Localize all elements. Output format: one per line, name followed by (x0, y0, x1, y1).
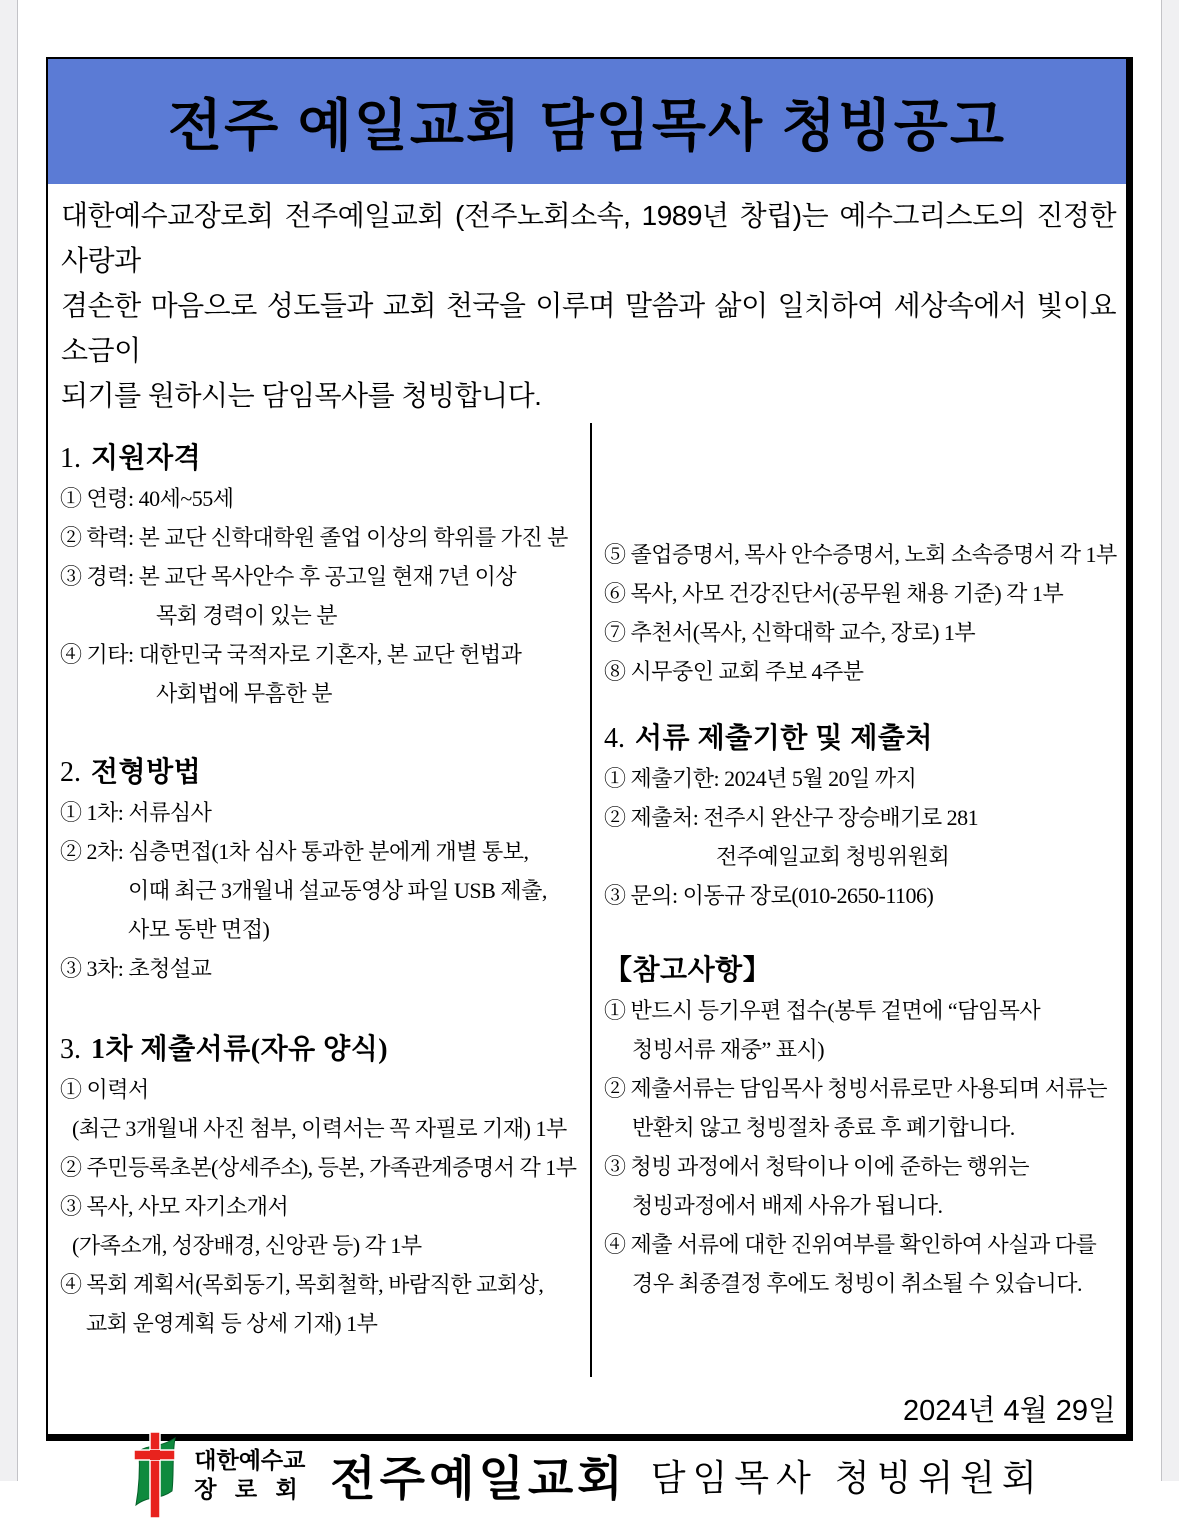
list-item: ① 제출기한: 2024년 5월 20일 까지 (604, 766, 917, 791)
list-item: ③ 문의: 이동규 장로(010-2650-1106) (604, 883, 934, 908)
section-heading (60, 439, 586, 479)
list-item: ① 이력서 (60, 1077, 149, 1102)
section-submission (604, 719, 1122, 915)
list-item-continuation: (가족소개, 성장배경, 신앙관 등) 각 1부 (72, 1233, 422, 1258)
page-edge-right (1161, 0, 1179, 1481)
two-column-body (48, 423, 1126, 1377)
list-item-continuation: (최근 3개월내 사진 첨부, 이력서는 꼭 자필로 기재) 1부 (72, 1116, 567, 1141)
list-item-continuation: 교회 운영계획 등 상세 기재) 1부 (86, 1311, 378, 1336)
intro-line: 겸손한 마음으로 성도들과 교회 천국을 이루며 말씀과 삶이 일치하여 세상속에서 빛이요 소금이 (61, 290, 1116, 366)
denomination-name (194, 1446, 312, 1504)
list-item: ⑧ 시무중인 교회 주보 4주분 (604, 659, 864, 684)
list-item: ⑦ 추천서(목사, 신학대학 교수, 장로) 1부 (604, 620, 976, 645)
section-heading (60, 753, 586, 793)
right-column (590, 423, 1126, 1377)
denomination-line1: 대한예수교 (194, 1447, 306, 1473)
list-item: ① 연령: 40세~55세 (60, 486, 234, 511)
section-title: 【참고사항】 (604, 955, 772, 986)
list-item: ③ 경력: 본 교단 목사안수 후 공고일 현재 7년 이상 (60, 564, 517, 589)
list-item: ② 2차: 심층면접(1차 심사 통과한 분에게 개별 통보, (60, 839, 529, 864)
section-title: 서류 제출기한 및 제출처 (635, 723, 933, 754)
list-item: ① 반드시 등기우편 접수(봉투 겉면에 “담임목사 (604, 998, 1041, 1023)
announcement-date: 2024년 4월 29일 (902, 1395, 1116, 1427)
list-item-continuation: 청빙서류 재중” 표시) (632, 1037, 825, 1062)
intro-line: 대한예수교장로회 전주예일교회 (전주노회소속, 1989년 창립)는 예수그리스도의 진정한 사랑과 (61, 200, 1116, 276)
list-item-continuation: 이때 최근 3개월내 설교동영상 파일 USB 제출, (128, 878, 547, 903)
list-item: ⑥ 목사, 사모 건강진단서(공무원 채용 기준) 각 1부 (604, 581, 1064, 606)
intro-paragraph (48, 184, 1126, 423)
section-heading (60, 1030, 586, 1070)
list-item: ⑤ 졸업증명서, 목사 안수증명서, 노회 소속증명서 각 1부 (604, 542, 1117, 567)
footer-signature (48, 1431, 1126, 1525)
list-item-continuation: 경우 최종결정 후에도 청빙이 취소될 수 있습니다. (632, 1271, 1083, 1296)
list-item: ② 제출서류는 담임목사 청빙서류로만 사용되며 서류는 (604, 1076, 1108, 1101)
list-item-continuation: 전주예일교회 청빙위원회 (716, 844, 950, 869)
church-logo-icon (130, 1431, 182, 1519)
list-item-continuation: 청빙과정에서 배제 사유가 됩니다. (632, 1193, 943, 1218)
list-item: ② 제출처: 전주시 완산구 장승배기로 281 (604, 805, 979, 830)
list-item: ② 학력: 본 교단 신학대학원 졸업 이상의 학위를 가진 분 (60, 525, 568, 550)
section-title: 1차 제출서류(자유 양식) (91, 1034, 389, 1065)
intro-line: 되기를 원하시는 담임목사를 청빙합니다. (61, 380, 542, 411)
section-qualifications (60, 439, 586, 713)
section-required-documents-continued (604, 535, 1122, 691)
section-notes (604, 951, 1122, 1303)
page-title: 전주 예일교회 담임목사 청빙공고 (167, 93, 1007, 157)
committee-name: 담임목사 청빙위원회 (650, 1456, 1044, 1498)
section-number: 1. (60, 443, 81, 474)
section-number: 4. (604, 723, 625, 754)
title-banner (48, 59, 1126, 184)
list-item-continuation: 반환치 않고 청빙절차 종료 후 폐기합니다. (632, 1115, 1015, 1140)
list-item: ③ 청빙 과정에서 청탁이나 이에 준하는 행위는 (604, 1154, 1030, 1179)
section-heading (604, 719, 1122, 759)
announcement-document (46, 57, 1133, 1505)
left-column (48, 423, 590, 1377)
section-required-documents (60, 1030, 586, 1343)
list-item: ① 1차: 서류심사 (60, 800, 212, 825)
list-item-continuation: 목회 경력이 있는 분 (156, 603, 338, 628)
denomination-line2: 장 로 회 (194, 1476, 304, 1502)
list-item: ④ 목회 계획서(목회동기, 목회철학, 바람직한 교회상, (60, 1272, 544, 1297)
section-title: 지원자격 (91, 443, 202, 474)
list-item-continuation: 사회법에 무흠한 분 (156, 681, 333, 706)
section-heading (604, 951, 1122, 991)
list-item: ③ 3차: 초청설교 (60, 956, 212, 981)
church-name: 전주예일교회 (330, 1451, 627, 1505)
section-number: 2. (60, 757, 81, 788)
list-item: ③ 목사, 사모 자기소개서 (60, 1194, 289, 1219)
list-item: ② 주민등록초본(상세주소), 등본, 가족관계증명서 각 1부 (60, 1155, 577, 1180)
list-item-continuation: 사모 동반 면접) (128, 917, 270, 942)
section-number: 3. (60, 1034, 81, 1065)
list-item: ④ 제출 서류에 대한 진위여부를 확인하여 사실과 다를 (604, 1232, 1097, 1257)
page-edge-left (0, 0, 18, 1481)
section-title: 전형방법 (91, 757, 202, 788)
list-item: ④ 기타: 대한민국 국적자로 기혼자, 본 교단 헌법과 (60, 642, 522, 667)
section-selection-process (60, 753, 586, 988)
